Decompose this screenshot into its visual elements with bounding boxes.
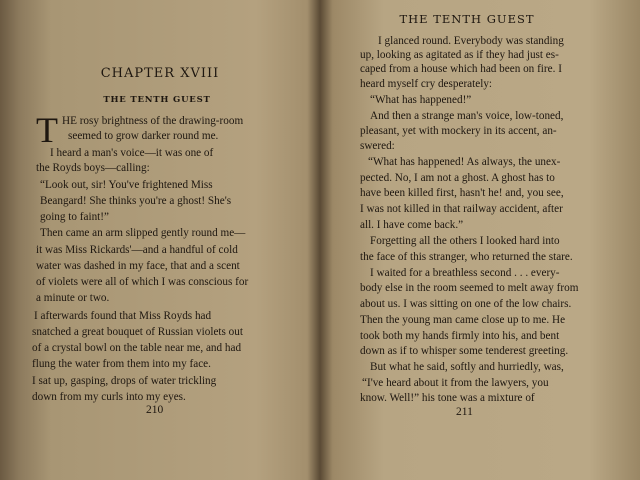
text-line: down as if to whisper some tenderest greeting. (360, 345, 569, 357)
page-number: 210 (146, 404, 164, 416)
text-line: snatched a great bouquet of Russian violets out (32, 326, 243, 338)
text-line: a minute or two. (36, 292, 110, 304)
text-line: But what he said, softly and hurriedly, was, (370, 361, 564, 373)
drop-cap: T (36, 110, 58, 150)
text-line: it was Miss Rickards'—and a handful of cold (36, 244, 238, 256)
left-page (0, 0, 318, 480)
text-line: up, looking as agitated as if they had just es- (360, 49, 559, 61)
text-line: the face of this stranger, who returned the stare. (360, 251, 573, 263)
text-line: body else in the room seemed to melt away from (360, 282, 579, 294)
text-line: have been killed first, hasn't he! and, you see, (360, 187, 564, 199)
text-line: flung the water from them into my face. (32, 358, 211, 370)
running-head: THE TENTH GUEST (399, 12, 535, 26)
chapter-heading: CHAPTER XVIII (100, 66, 220, 81)
page-number: 211 (456, 406, 473, 418)
text-line: all. I have come back.” (360, 219, 464, 231)
text-line: know. Well!” his tone was a mixture of (360, 392, 535, 404)
text-line: going to faint!” (40, 211, 109, 223)
text-line: swered: (360, 140, 395, 152)
text-line: “What has happened! As always, the unex- (368, 156, 561, 168)
right-page (322, 0, 640, 480)
text-line: And then a strange man's voice, low-toned, (370, 110, 564, 122)
chapter-subheading: THE TENTH GUEST (103, 95, 211, 105)
text-line: Then came an arm slipped gently round me— (40, 227, 246, 239)
text-line: “Look out, sir! You've frightened Miss (40, 179, 213, 191)
text-line: “What has happened!” (370, 94, 472, 106)
text-line: I heard a man's voice—it was one of (50, 147, 214, 159)
text-line: of a crystal bowl on the table near me, and had (32, 342, 242, 354)
text-line: Beangard! She thinks you're a ghost! She's (40, 195, 232, 207)
text-line: “I've heard about it from the lawyers, you (362, 377, 549, 389)
text-line: the Royds boys—calling: (36, 162, 150, 174)
text-line: caped from a house which had been on fire. I (360, 63, 562, 75)
text-line: water was dashed in my face, that and a scent (36, 260, 240, 272)
text-line: seemed to grow darker round me. (68, 130, 219, 142)
text-line: I afterwards found that Miss Royds had (34, 310, 212, 322)
text-line: pected. No, I am not a ghost. A ghost has to (360, 172, 555, 184)
text-line: about us. I was sitting on one of the low chairs. (360, 298, 572, 310)
text-line: of violets were all of which I was conscious for (36, 276, 249, 288)
text-line: I waited for a breathless second . . . every- (370, 267, 560, 279)
text-line: Forgetting all the others I looked hard into (370, 235, 560, 247)
text-line: HE rosy brightness of the drawing-room (62, 115, 244, 127)
text-line: took both my hands firmly into his, and bent (360, 330, 560, 342)
text-line: I sat up, gasping, drops of water trickling (32, 375, 217, 387)
text-line: I glanced round. Everybody was standing (378, 35, 564, 47)
text-line: Then the young man came close up to me. He (360, 314, 566, 326)
text-line: I was not killed in that railway accident, after (360, 203, 563, 215)
text-line: pleasant, yet with mockery in its accent, an- (360, 125, 557, 137)
text-line: heard myself cry desperately: (360, 78, 493, 90)
text-line: down from my curls into my eyes. (32, 391, 186, 403)
